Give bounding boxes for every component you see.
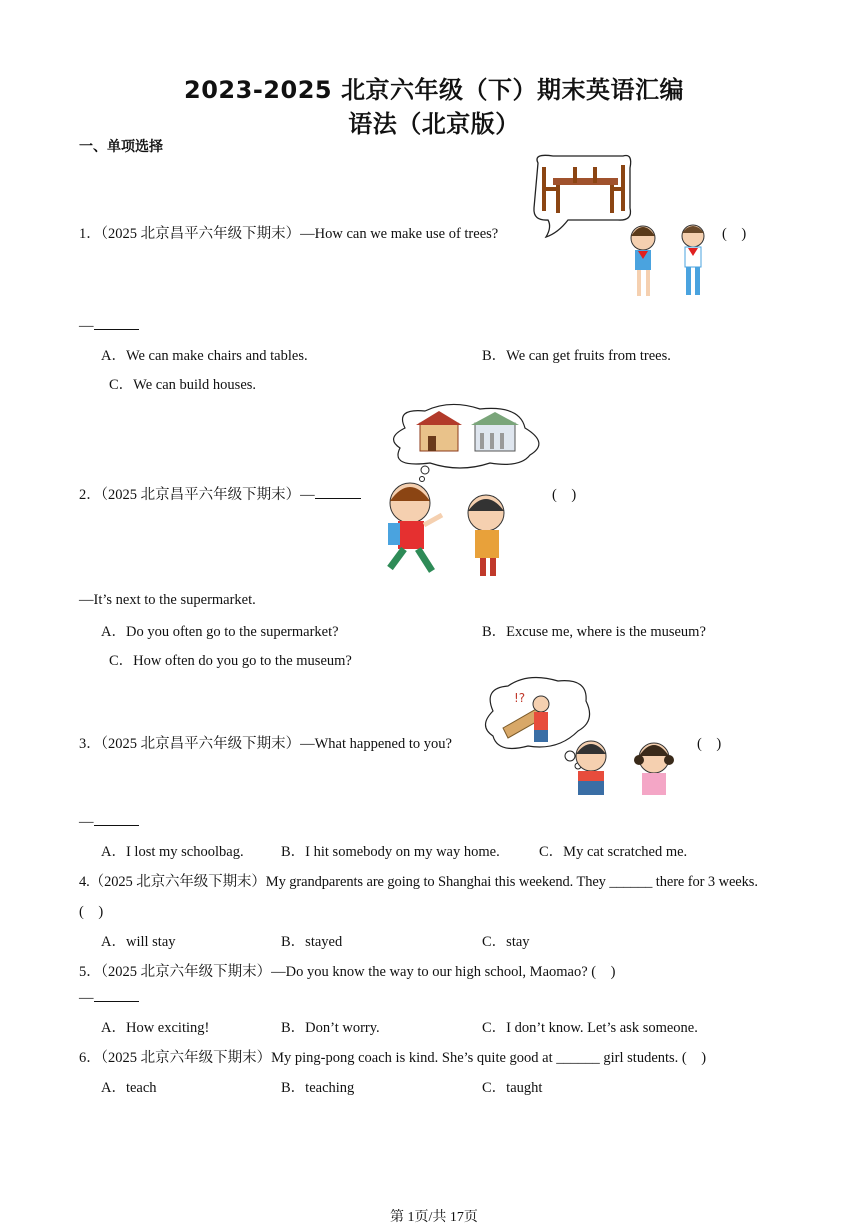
question-1-answer-paren[interactable]: ( ): [722, 226, 747, 242]
question-6-stem: 6．（2025 北京六年级下期末）My ping-pong coach is kind. She’s quite good at ______ girl students. ( ): [79, 1050, 707, 1066]
question-5-option-b[interactable]: B．Don’t worry.: [281, 1020, 380, 1036]
question-1-answer-line[interactable]: —: [79, 318, 139, 335]
q3-illustration: [478, 676, 693, 801]
question-4-option-b[interactable]: B．stayed: [281, 934, 343, 950]
question-3-option-b[interactable]: B．I hit somebody on my way home.: [281, 844, 500, 860]
section-heading: 一、单项选择: [79, 139, 163, 155]
question-3-answer-line[interactable]: —: [79, 814, 139, 831]
question-2-answer-paren[interactable]: ( ): [552, 487, 577, 503]
question-1-stem: 1．（2025 北京昌平六年级下期末）—How can we make use of trees?: [79, 226, 499, 242]
question-6-option-b[interactable]: B．teaching: [281, 1080, 355, 1096]
page-footer: 第 1页/共 17页: [390, 1210, 478, 1225]
question-2-option-b[interactable]: B．Excuse me, where is the museum?: [482, 624, 706, 640]
question-2-stem: 2．（2025 北京昌平六年级下期末）—: [79, 483, 361, 504]
question-2-option-a[interactable]: A．Do you often go to the supermarket?: [101, 624, 339, 640]
question-6-option-c[interactable]: C．taught: [482, 1080, 543, 1096]
question-3-option-c[interactable]: C．My cat scratched me.: [539, 844, 688, 860]
question-4-option-c[interactable]: C．stay: [482, 934, 530, 950]
q2-illustration: [380, 403, 550, 583]
question-4-option-a[interactable]: A．will stay: [101, 934, 176, 950]
question-5-option-a[interactable]: A．How exciting!: [101, 1020, 210, 1036]
question-2-reply: —It’s next to the supermarket.: [79, 592, 256, 608]
question-3-option-a[interactable]: A．I lost my schoolbag.: [101, 844, 244, 860]
question-5-stem: 5．（2025 北京六年级下期末）—Do you know the way to our high school, Maomao? ( ): [79, 964, 616, 980]
page-subtitle: 语法（北京版）: [348, 110, 520, 138]
page-title: 2023-2025 北京六年级（下）期末英语汇编: [184, 76, 684, 104]
question-1-option-a[interactable]: A．We can make chairs and tables.: [101, 348, 308, 364]
question-1-option-c[interactable]: C．We can build houses.: [109, 377, 257, 393]
question-6-option-a[interactable]: A．teach: [101, 1080, 157, 1096]
question-3-stem: 3．（2025 北京昌平六年级下期末）—What happened to you?: [79, 736, 452, 752]
question-1-option-b[interactable]: B．We can get fruits from trees.: [482, 348, 671, 364]
question-5-answer-line[interactable]: —: [79, 990, 139, 1007]
question-2-option-c[interactable]: C．How often do you go to the museum?: [109, 653, 352, 669]
question-4-answer-paren[interactable]: ( ): [79, 904, 104, 920]
question-5-option-c[interactable]: C．I don’t know. Let’s ask someone.: [482, 1020, 698, 1036]
svg-text:!?: !?: [514, 691, 526, 705]
question-3-answer-paren[interactable]: ( ): [697, 736, 722, 752]
q1-illustration: [528, 153, 728, 308]
question-4-stem: 4.（2025 北京六年级下期末）My grandparents are going to Shanghai this weekend. They ______ there for 3 weeks.: [79, 874, 758, 890]
